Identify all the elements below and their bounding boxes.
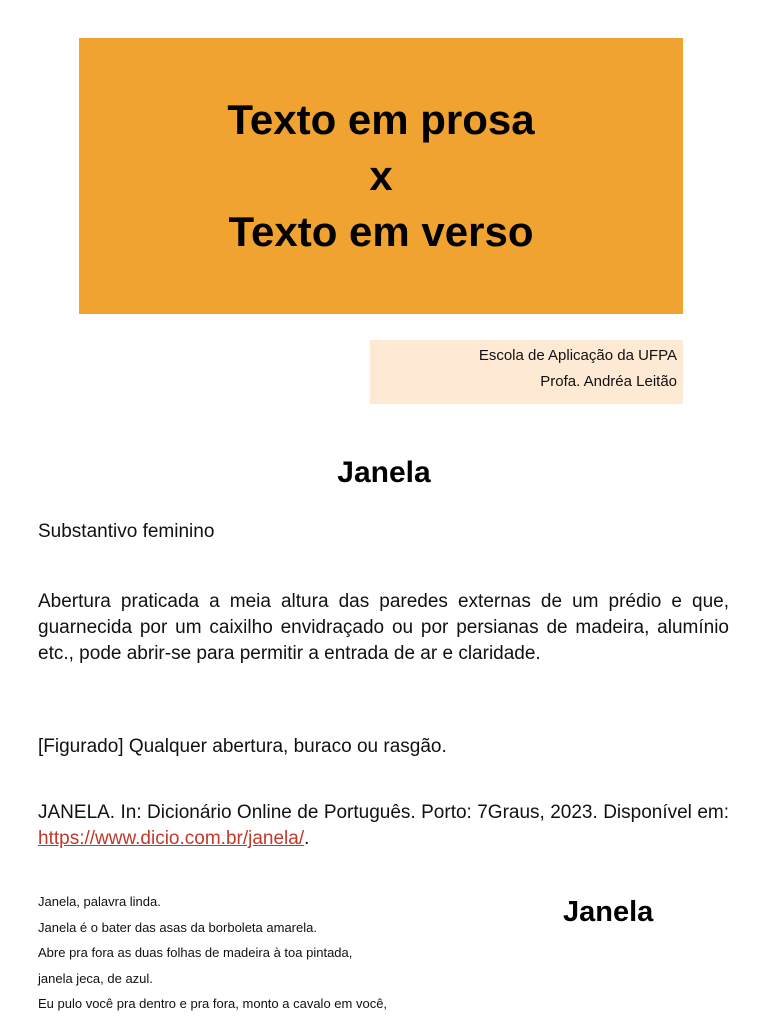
poem-title: Janela — [563, 896, 654, 928]
word-class: Substantivo feminino — [38, 521, 215, 542]
definition-literal: Abertura praticada a meia altura das paredes externas de um prédio e que, guarnecida por um caixilho envidraçado ou por persianas de madeira, alumínio etc., pode abrir-se para permitir a entrada de ar e claridade. — [38, 591, 729, 664]
reference-end: . — [304, 828, 310, 849]
title-line-prose: Texto em prosa — [227, 96, 535, 143]
poem-line: Janela é o bater das asas da borboleta amarela. — [38, 919, 317, 935]
dictionary-heading: Janela — [337, 456, 431, 489]
reference-link[interactable]: https://www.dicio.com.br/janela/ — [38, 828, 305, 849]
title-banner — [79, 38, 683, 314]
teacher-name: Profa. Andréa Leitão — [540, 373, 677, 390]
reference-citation — [38, 800, 729, 852]
reference-text: JANELA. In: Dicionário Online de Português. Porto: 7Graus, 2023. Disponível em: — [38, 802, 729, 823]
school-name: Escola de Aplicação da UFPA — [478, 347, 677, 364]
poem-excerpt — [38, 889, 458, 1017]
definition-figurative: [Figurado] Qualquer abertura, buraco ou rasgão. — [38, 736, 447, 757]
poem-line: janela jeca, de azul. — [38, 970, 153, 986]
poem-line: Janela, palavra linda. — [38, 894, 161, 909]
school-info-box — [370, 340, 683, 404]
title-line-verse: Texto em verso — [228, 208, 534, 255]
poem-line: Abre pra fora as duas folhas de madeira à toa pintada, — [38, 945, 353, 960]
poem-line: Eu pulo você pra dentro e pra fora, monto a cavalo em você, — [38, 996, 388, 1011]
title-line-versus: x — [369, 152, 393, 199]
